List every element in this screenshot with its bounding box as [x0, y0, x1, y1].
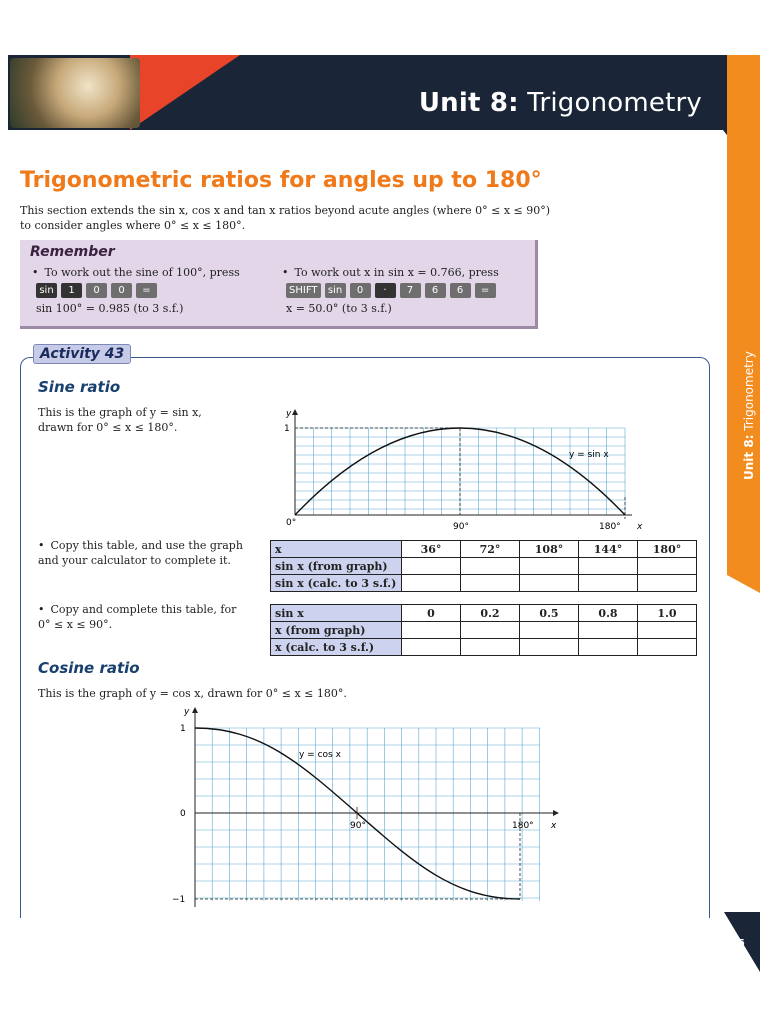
key-0: 0 — [86, 283, 107, 298]
instruction-1-text: Copy this table, and use the graph and your calculator to complete it. — [38, 539, 243, 567]
shell-photo — [10, 58, 140, 128]
header-accent — [130, 55, 240, 130]
section-title: Trigonometric ratios for angles up to 180° — [20, 168, 542, 193]
bullet: • — [38, 603, 45, 616]
key-6: 6 — [425, 283, 446, 298]
side-tab-label — [742, 351, 756, 480]
remember-right-result: x = 50.0° (to 3 s.f.) — [286, 302, 392, 315]
instruction-1 — [38, 538, 248, 568]
cosine-y-tick-minus-1: −1 — [172, 895, 186, 905]
table-header-cell: x (from graph) — [271, 622, 402, 639]
sine-x-axis-label: x — [637, 522, 643, 532]
cosine-y-tick-0: 0 — [180, 809, 186, 819]
table-cell — [402, 575, 461, 592]
bullet: • — [282, 266, 289, 279]
table-cell — [579, 575, 638, 592]
table-cell — [638, 558, 697, 575]
table-cell — [579, 639, 638, 656]
cosine-x-axis-label: x — [551, 821, 557, 831]
table-cell — [638, 639, 697, 656]
sine-origin-label: 0° — [286, 518, 297, 528]
table-cell — [520, 622, 579, 639]
sine-intro: This is the graph of y = sin x, drawn for 0° ≤ x ≤ 180°. — [38, 406, 202, 434]
sine-table — [270, 540, 697, 592]
table-cell — [520, 639, 579, 656]
sine-graph — [270, 405, 650, 533]
remember-left — [32, 264, 272, 317]
table-row — [271, 605, 697, 622]
remember-right-text: To work out x in sin x = 0.766, press — [294, 266, 499, 279]
unit-name: Trigonometry — [518, 88, 702, 118]
table-cell: 36° — [402, 541, 461, 558]
table-cell — [461, 639, 520, 656]
unit-number: Unit 8: — [418, 88, 519, 118]
side-tab — [727, 55, 760, 575]
cosine-graph — [170, 703, 570, 915]
table-cell: 1.0 — [638, 605, 697, 622]
inverse-sine-table — [270, 604, 697, 656]
remember-heading: Remember — [30, 244, 115, 260]
key-sin: sin — [36, 283, 57, 298]
table-cell: 108° — [520, 541, 579, 558]
table-cell — [461, 558, 520, 575]
side-unit-name: Trigonometry — [742, 351, 756, 435]
key-decimal: · — [375, 283, 396, 298]
sine-x-tick-90: 90° — [453, 522, 469, 532]
instruction-2-text: Copy and complete this table, for 0° ≤ x ≤ 90°. — [38, 603, 237, 631]
sine-curve-label: y = sin x — [569, 450, 609, 460]
key-7: 7 — [400, 283, 421, 298]
table-header-cell: sin x (calc. to 3 s.f.) — [271, 575, 402, 592]
cosine-y-tick-1: 1 — [180, 724, 186, 734]
table-cell — [638, 622, 697, 639]
key-6: 6 — [450, 283, 471, 298]
table-header-cell: x (calc. to 3 s.f.) — [271, 639, 402, 656]
table-row — [271, 622, 697, 639]
table-cell — [579, 622, 638, 639]
table-cell: 72° — [461, 541, 520, 558]
remember-left-result: sin 100° = 0.985 (to 3 s.f.) — [36, 302, 184, 315]
table-row — [271, 575, 697, 592]
table-cell — [402, 639, 461, 656]
cosine-intro: This is the graph of y = cos x, drawn for 0° ≤ x ≤ 180°. — [38, 687, 347, 700]
instruction-2 — [38, 602, 248, 632]
table-header-cell: sin x — [271, 605, 402, 622]
table-header-cell: sin x (from graph) — [271, 558, 402, 575]
right-key-sequence — [286, 283, 532, 298]
cosine-ratio-heading: Cosine ratio — [38, 659, 140, 677]
table-cell: 180° — [638, 541, 697, 558]
table-header-cell: x — [271, 541, 402, 558]
page-number: 355 — [724, 938, 745, 949]
cosine-x-tick-90: 90° — [350, 821, 366, 831]
table-cell — [520, 558, 579, 575]
table-cell — [638, 575, 697, 592]
side-unit-number: Unit 8: — [742, 434, 756, 480]
key-sin: sin — [325, 283, 346, 298]
key-equals: = — [475, 283, 496, 298]
table-cell: 0.5 — [520, 605, 579, 622]
cosine-x-tick-180: 180° — [512, 821, 534, 831]
sine-ratio-heading: Sine ratio — [38, 378, 121, 396]
key-0: 0 — [350, 283, 371, 298]
table-row — [271, 558, 697, 575]
remember-left-text: To work out the sine of 100°, press — [44, 266, 240, 279]
key-0: 0 — [111, 283, 132, 298]
table-cell: 0 — [402, 605, 461, 622]
cosine-y-axis-label: y — [184, 707, 190, 717]
left-key-sequence — [36, 283, 272, 298]
sine-y-axis-label: y — [286, 409, 292, 419]
section-intro: This section extends the sin x, cos x and tan x ratios beyond acute angles (where 0° ≤ x ≤ 90°) to consider angles where 0° ≤ x ≤ 180°. — [20, 204, 551, 232]
activity-label: Activity 43 — [33, 344, 131, 364]
remember-box — [20, 240, 538, 329]
key-1: 1 — [61, 283, 82, 298]
table-cell — [579, 558, 638, 575]
table-cell: 0.2 — [461, 605, 520, 622]
unit-title — [419, 88, 702, 118]
sine-x-tick-180: 180° — [599, 522, 621, 532]
side-tab-point — [727, 575, 760, 593]
table-cell — [461, 622, 520, 639]
bullet: • — [32, 266, 39, 279]
remember-right — [282, 264, 532, 317]
table-cell — [402, 558, 461, 575]
table-cell: 144° — [579, 541, 638, 558]
table-cell: 0.8 — [579, 605, 638, 622]
table-row — [271, 639, 697, 656]
table-cell — [402, 622, 461, 639]
sine-y-tick-1: 1 — [284, 424, 290, 434]
table-row — [271, 541, 697, 558]
bullet: • — [38, 539, 45, 552]
cosine-curve-label: y = cos x — [299, 750, 341, 760]
table-cell — [461, 575, 520, 592]
key-equals: = — [136, 283, 157, 298]
key-shift: SHIFT — [286, 283, 321, 298]
table-cell — [520, 575, 579, 592]
